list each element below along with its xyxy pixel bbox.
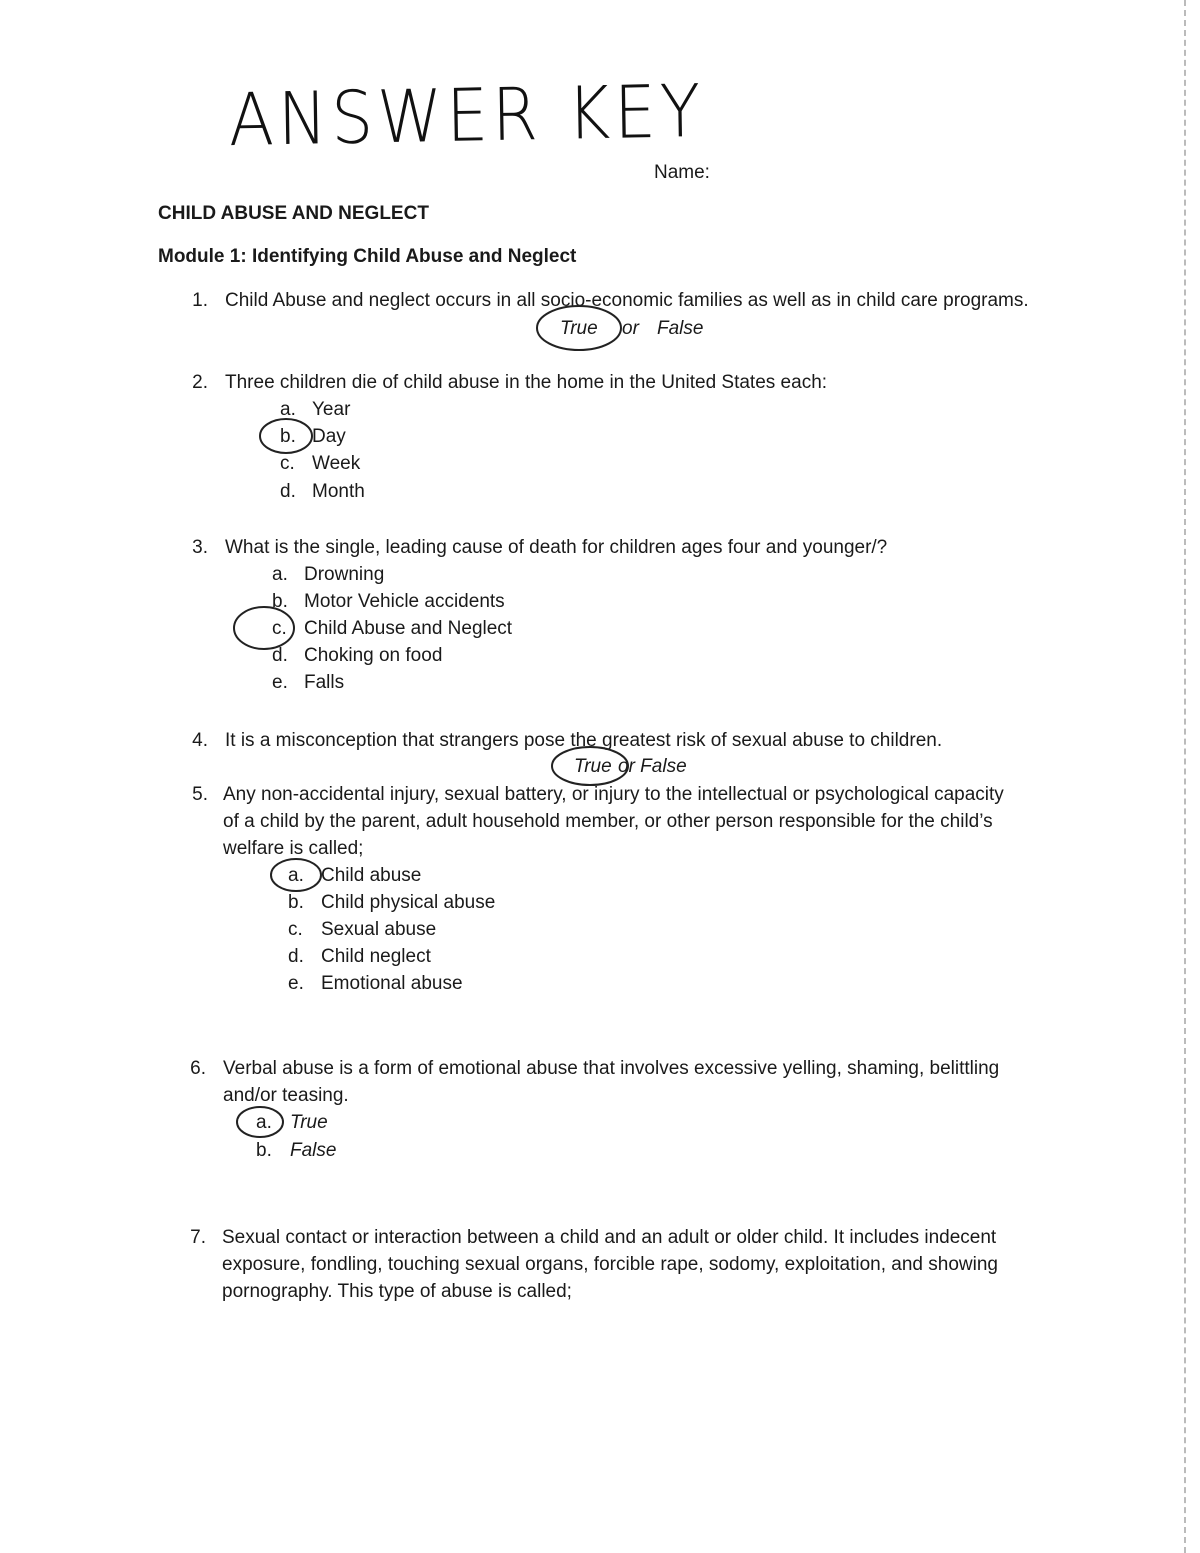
option-letter: e.	[288, 973, 304, 994]
question-text: welfare is called;	[223, 838, 364, 859]
question-text: Verbal abuse is a form of emotional abuse that involves excessive yelling, shaming, belittling	[223, 1058, 1000, 1079]
question-text: Three children die of child abuse in the home in the United States each:	[225, 372, 828, 393]
question-number: 2.	[192, 372, 208, 393]
option-letter: b.	[288, 892, 304, 913]
name-label: Name:	[654, 162, 710, 183]
option-text: Child physical abuse	[321, 892, 496, 913]
tf-or: or	[622, 318, 639, 339]
question-number: 4.	[192, 730, 208, 751]
answer-circle-q2	[260, 419, 312, 453]
option-text: Emotional abuse	[321, 973, 463, 994]
option-text: Child abuse	[321, 865, 422, 886]
option-letter: a.	[272, 564, 288, 585]
option-letter: b.	[256, 1140, 272, 1161]
tf-true: True	[560, 318, 598, 339]
option-letter: d.	[280, 481, 296, 502]
question-text: exposure, fondling, touching sexual organs, forcible rape, sodomy, exploitation, and showing	[222, 1254, 998, 1275]
option-text: Child neglect	[321, 946, 431, 967]
tf-true: True	[574, 756, 612, 777]
option-letter: b.	[280, 426, 296, 447]
option-text: Sexual abuse	[321, 919, 437, 940]
option-text: Month	[312, 481, 365, 502]
question-number: 3.	[192, 537, 208, 558]
option-letter: a.	[280, 399, 296, 420]
option-letter: d.	[288, 946, 304, 967]
option-letter: d.	[272, 645, 288, 666]
question-text: pornography. This type of abuse is called;	[222, 1281, 572, 1302]
option-text: False	[290, 1140, 337, 1161]
option-text: Motor Vehicle accidents	[304, 591, 505, 612]
answer-key-handwriting: ANSWER KEY	[228, 68, 705, 163]
option-letter: a.	[288, 865, 304, 886]
answer-circle-q4	[552, 747, 628, 785]
module-title: Module 1: Identifying Child Abuse and Neglect	[158, 246, 577, 267]
answer-circle-q1	[537, 306, 621, 350]
option-text: Choking on food	[304, 645, 443, 666]
option-text: Falls	[304, 672, 345, 693]
option-letter: b.	[272, 591, 288, 612]
tf-false: False	[657, 318, 704, 339]
question-text: Any non-accidental injury, sexual battery, or injury to the intellectual or psychological capacity	[223, 784, 1004, 805]
answer-circle-q5	[271, 859, 321, 891]
option-text: Drowning	[304, 564, 385, 585]
option-text: Day	[312, 426, 346, 447]
option-letter: c.	[288, 919, 303, 940]
answer-circle-q6	[237, 1107, 283, 1137]
question-number: 6.	[190, 1058, 206, 1079]
question-text: Sexual contact or interaction between a child and an adult or older child. It includes indecent	[222, 1227, 997, 1248]
option-text: Week	[312, 453, 361, 474]
answer-circle-q3	[234, 607, 294, 649]
question-text: What is the single, leading cause of death for children ages four and younger/?	[225, 537, 888, 558]
option-text: Child Abuse and Neglect	[304, 618, 513, 639]
question-text: of a child by the parent, adult household member, or other person responsible for the child’s	[223, 811, 993, 832]
question-number: 5.	[192, 784, 208, 805]
course-title: CHILD ABUSE AND NEGLECT	[158, 203, 429, 224]
tf-rest: or False	[618, 756, 687, 777]
question-text: Child Abuse and neglect occurs in all socio-economic families as well as in child care programs.	[225, 290, 1029, 311]
option-letter: a.	[256, 1112, 272, 1133]
question-text: and/or teasing.	[223, 1085, 349, 1106]
option-letter: c.	[280, 453, 295, 474]
option-letter: c.	[272, 618, 287, 639]
option-text: Year	[312, 399, 351, 420]
option-text: True	[290, 1112, 328, 1133]
question-text: It is a misconception that strangers pose the greatest risk of sexual abuse to children.	[225, 730, 943, 751]
question-number: 1.	[192, 290, 208, 311]
option-letter: e.	[272, 672, 288, 693]
question-number: 7.	[190, 1227, 206, 1248]
